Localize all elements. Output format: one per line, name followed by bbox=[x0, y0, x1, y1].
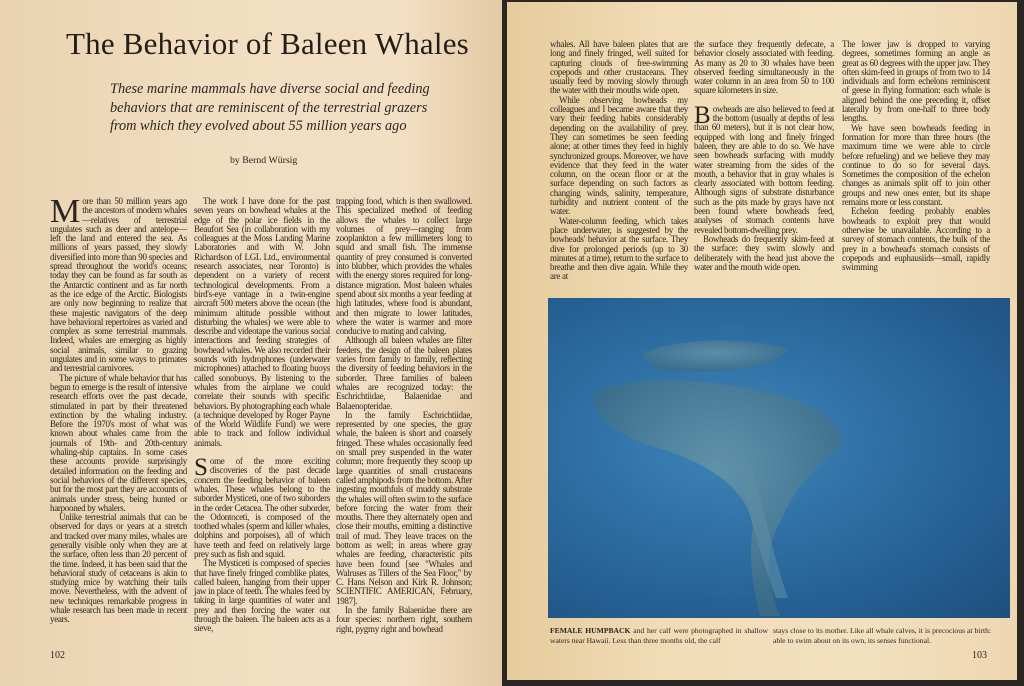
column-3 bbox=[842, 40, 990, 272]
page-number: 103 bbox=[972, 650, 987, 661]
column-1 bbox=[50, 193, 187, 625]
article-title: The Behavior of Baleen Whales bbox=[66, 26, 469, 61]
photo-caption-right: stays close to its mother. Like all whale calves, it is precocious at birth: able to swim about on its own, its senses functional. bbox=[773, 626, 991, 645]
paragraph: whales. All have baleen plates that are long and finely fringed, well suited for capturing clouds of free-swimming copepods and other crustaceans. They usually feed by moving slowly through the water with their mouths wide open. bbox=[550, 39, 688, 96]
paragraph-text: ore than 50 million years ago the ancestors of modern whales—relatives of terrestrial ungulates such as deer and antelope—left the land and entered the sea. As millions of years passed, they slowly diversified into more than 90 species and spread throughout the world's oceans; today they can be found as far south as the Antarctic continent and as far north as the ice edge of the Arctic. Biologists are only now beginning to realize that these majestic navigators of the deep have behavioral repertoires as varied and complex as some terrestrial mammals. Indeed, whales are emerging as highly social animals, similar to grazing ungulates and in some ways to primates and terrestrial carnivores. bbox=[50, 196, 187, 374]
paragraph: Bowheads do frequently skim-feed at the surface: they swim slowly and deliberately with the head just above the water and the mouth wide open. bbox=[694, 233, 834, 272]
paragraph: In the family Eschrichtiidae, represented by one species, the gray whale, the baleen is short and coarsely fringed. These whales occasionally feed on small prey suspended in the water column; more frequently they scoop up large quantities of small crustaceans called amphipods from the bottom. After ingesting mouthfuls of muddy substrate the whales will often swim to the surface before forcing the water from their mouths. There they alternately open and close their mouths, emitting a distinctive trail of mud. They leave traces on the bottom as well; in areas where gray whales are feeding, characteristic pits have been found [see "Whales and Walruses as Tillers of the Sea Floor," by C. Hans Nelson and Kirk R. Johnson; SCIENTIFIC AMERICAN, February, 1987]. bbox=[336, 409, 472, 606]
byline: by Bernd Würsig bbox=[230, 155, 298, 166]
caption-lead: FEMALE HUMPBACK bbox=[550, 626, 631, 635]
paragraph: The Mysticeti is composed of species that have finely fringed comblike plates, called baleen, hanging from their upper jaw in place of teeth. The whales feed by taking in large quantities of water and prey and then forcing the water out through the baleen. The baleen acts as a sieve, bbox=[194, 558, 330, 634]
whale-illustration bbox=[548, 298, 1010, 618]
paragraph: The lower jaw is dropped to varying degrees, sometimes forming an angle as great as 60 degrees with the upper jaw. They often skim-feed in groups of from two to 14 individuals and form echelons reminiscent of geese in flying formation: each whale is aligned behind the one preceding it, offset laterally by from one-half to three body lengths. bbox=[842, 39, 990, 124]
paragraph: In the family Balaenidae there are four species: northern right, southern right, pygmy right and bowhead bbox=[336, 605, 472, 634]
paragraph bbox=[50, 193, 187, 374]
calf-whale bbox=[643, 340, 788, 372]
photo-caption-left bbox=[550, 626, 768, 645]
paragraph: trapping food, which is then swallowed. This specialized method of feeding allows the whales to collect large volumes of prey—ranging from zooplankton a few millimeters long to squid and small fish. The immense quantity of prey consumed is converted into blubber, which provides the whales with the energy stores required for long-distance migration. Most baleen whales spend about six months a year feeding at high latitudes, where food is abundant, and then migrate to lower latitudes, where the water is warmer and more conducive to mating and calving. bbox=[336, 196, 472, 337]
left-page bbox=[0, 0, 502, 686]
paragraph: The work I have done for the past seven years on bowhead whales at the edge of the polar ice fields in the Beaufort Sea (in collaboration with my colleagues at the Moss Landing Marine Laboratories and with W. John Richardson of LGL Ltd., environmental research associates, near Toronto) is dependent on a variety of recent technological developments. From a bird's-eye vantage in a twin-engine aircraft 500 meters above the ocean (the minimum altitude possible without disturbing the whales) we were able to describe and videotape the various social interactions and feeding strategies of bowhead whales. We also recorded their sounds with hydrophones (underwater microphones) attached to floating buoys called sonobuoys. By listening to the whales from the airplane we could correlate their sounds with specific behaviors. By photographing each whale (a technique developed by Roger Payne of the World Wildlife Fund) we were able to track and follow individual animals. bbox=[194, 196, 330, 448]
column-3 bbox=[336, 197, 472, 634]
drop-cap: M bbox=[50, 193, 81, 230]
drop-cap: B bbox=[694, 101, 711, 129]
paragraph: While observing bowheads my colleagues and I became aware that they vary their feeding habits considerably depending on the availability of prey. They can sometimes be seen feeding alone; at other times they feed in highly synchronized groups. Moreover, we have evidence that they feed in the water column, on the ocean floor or at the surface depending on such factors as changing winds, salinity, temperature, turbidity and nutrient content of the water. bbox=[550, 94, 688, 217]
humpback-whale-photo bbox=[548, 298, 1010, 618]
article-deck: These marine mammals have diverse social and feeding behaviors that are reminiscent of the terrestrial grazers from which they evolved about 55 million years ago bbox=[110, 81, 430, 134]
paragraph: Echelon feeding probably enables bowheads to exploit prey that would otherwise be unavailable. According to a survey of stomach contents, the bulk of the prey in a bowhead's stomach consists of copepods and euphausiids—small, rapidly swimming bbox=[842, 206, 990, 273]
column-2 bbox=[194, 197, 330, 634]
column-2 bbox=[694, 40, 834, 272]
paragraph bbox=[694, 101, 834, 235]
caption-text: and her calf were photographed in shallow waters near Hawaii. Less than three months old, the calf bbox=[550, 626, 768, 645]
paragraph-text: owheads are also believed to feed at the bottom (usually at depths of less than 60 meters), but it is not clear how, equipped with long and finely fringed baleen, they are able to do so. We have seen bowheads surfacing with muddy water streaming from the sides of the mouth, a behavior that in gray whales is clearly associated with bottom feeding. Although signs of substrate disturbance such as the pits made by grays have not been found where bowheads feed, analyses of stomach contents have revealed bottom-dwelling prey. bbox=[694, 103, 834, 235]
mother-whale bbox=[593, 380, 841, 616]
column-1 bbox=[550, 40, 688, 282]
paragraph: Water-column feeding, which takes place underwater, is suggested by the bowheads' behavior at the surface. They dive for prolonged periods (up to 30 minutes at a time), return to the surface to breathe and then dive again. While they are at bbox=[550, 215, 688, 282]
paragraph: Although all baleen whales are filter feeders, the design of the baleen plates varies from family to family, reflecting the diversity of feeding behaviors in the suborder. Three families of baleen whales are recognized today: the Eschrichtiidae, Balaenidae and Balaenopteridae. bbox=[336, 335, 472, 411]
paragraph: Unlike terrestrial animals that can be observed for days or years at a stretch and tracked over many miles, whales are generally visible only when they are at the surface, often less than 20 percent of the time. Indeed, it has been said that the behavioral study of cetaceans is akin to studying mice by watching their tails move. Nevertheless, with the advent of new techniques remarkable progress in whale research has been made in recent years. bbox=[50, 512, 187, 625]
paragraph bbox=[194, 454, 330, 559]
paragraph: The picture of whale behavior that has begun to emerge is the result of intensive research efforts over the past decade, stimulated in part by their threatened extinction by the whaling industry. Before the 1970's most of what was known about whales came from the journals of 19th- and 20th-century whaling-ship captains. In some cases these accounts provide surprisingly detailed information on the feeding and social behaviors of the different species, but for the most part they are accounts of animals under stress, being hunted or harpooned by whalers. bbox=[50, 372, 187, 513]
drop-cap: S bbox=[194, 454, 208, 482]
paragraph: We have seen bowheads feeding in formation for more than three hours (the maximum time we were able to circle before refueling) and we believe they may continue to do so for several days. Sometimes the composition of the echelon changes as animals split off to join other groups and new ones enter, but its shape remains more or less constant. bbox=[842, 122, 990, 208]
paragraph: the surface they frequently defecate, a behavior closely associated with feeding. As many as 20 to 30 whales have been observed feeding simultaneously in the water column in an area from 50 to 100 square kilometers in size. bbox=[694, 39, 834, 96]
page-number: 102 bbox=[50, 650, 65, 661]
paragraph-text: ome of the more exciting discoveries of the past decade concern the feeding behavior of baleen whales. These whales belong to the suborder Mysticeti, one of two suborders in the order Cetacea. The other suborder, the Odontoceti, is composed of the toothed whales (sperm and killer whales, dolphins and porpoises), all of which have teeth and feed on relatively large prey such as fish and squid. bbox=[194, 456, 330, 559]
right-page bbox=[507, 2, 1017, 680]
